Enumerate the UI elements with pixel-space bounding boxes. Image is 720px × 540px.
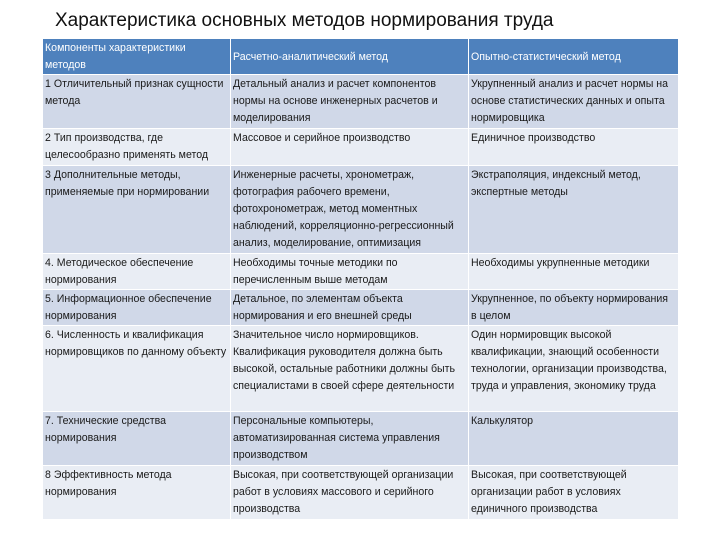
row-statistic: Единичное производство bbox=[469, 129, 679, 166]
methods-comparison-table bbox=[42, 38, 679, 520]
table-row bbox=[43, 254, 679, 290]
row-component: 5. Информационное обеспечение нормирования bbox=[43, 290, 231, 326]
header-components: Компоненты характеристики методов bbox=[43, 39, 231, 75]
row-statistic: Укрупненное, по объекту нормирования в целом bbox=[469, 290, 679, 326]
row-component: 2 Тип производства, где целесообразно применять метод bbox=[43, 129, 231, 166]
row-analytic: Необходимы точные методики по перечисленным выше методам bbox=[231, 254, 469, 290]
row-analytic: Значительное число нормировщиков. Квалификация руководителя должна быть высокой, остальные работники должны быть специалистами в своей сфере деятельности bbox=[231, 326, 469, 412]
row-component: 3 Дополнительные методы, применяемые при нормировании bbox=[43, 166, 231, 254]
table-row bbox=[43, 75, 679, 129]
row-component: 6. Численность и квалификация нормировщиков по данному объекту bbox=[43, 326, 231, 412]
row-analytic: Персональные компьютеры, автоматизированная система управления производством bbox=[231, 412, 469, 466]
row-analytic: Высокая, при соответствующей организации работ в условиях массового и серийного производства bbox=[231, 466, 469, 520]
page-title: Характеристика основных методов нормирования труда bbox=[55, 10, 554, 31]
row-statistic: Необходимы укрупненные методики bbox=[469, 254, 679, 290]
table-row bbox=[43, 412, 679, 466]
row-component: 7. Технические средства нормирования bbox=[43, 412, 231, 466]
row-statistic: Калькулятор bbox=[469, 412, 679, 466]
row-statistic: Экстраполяция, индексный метод, экспертные методы bbox=[469, 166, 679, 254]
table-header-row bbox=[43, 39, 679, 75]
table-row bbox=[43, 466, 679, 520]
table-row bbox=[43, 326, 679, 412]
table-row bbox=[43, 290, 679, 326]
row-component: 8 Эффективность метода нормирования bbox=[43, 466, 231, 520]
row-statistic: Высокая, при соответствующей организации работ в условиях единичного производства bbox=[469, 466, 679, 520]
row-statistic: Один нормировщик высокой квалификации, знающий особенности технологии, организации производства, труда и управления, экономику труда bbox=[469, 326, 679, 412]
row-analytic: Детальный анализ и расчет компонентов нормы на основе инженерных расчетов и моделирования bbox=[231, 75, 469, 129]
header-analytic-method: Расчетно-аналитический метод bbox=[231, 39, 469, 75]
table-row bbox=[43, 166, 679, 254]
row-analytic: Инженерные расчеты, хронометраж, фотография рабочего времени, фотохронометраж, метод моментных наблюдений, корреляционно-регрессионный анализ, моделирование, оптимизация bbox=[231, 166, 469, 254]
row-analytic: Детальное, по элементам объекта нормирования и его внешней среды bbox=[231, 290, 469, 326]
row-analytic: Массовое и серийное производство bbox=[231, 129, 469, 166]
table-row bbox=[43, 129, 679, 166]
row-component: 1 Отличительный признак сущности метода bbox=[43, 75, 231, 129]
row-component: 4. Методическое обеспечение нормирования bbox=[43, 254, 231, 290]
header-statistic-method: Опытно-статистический метод bbox=[469, 39, 679, 75]
row-statistic: Укрупненный анализ и расчет нормы на основе статистических данных и опыта нормировщика bbox=[469, 75, 679, 129]
